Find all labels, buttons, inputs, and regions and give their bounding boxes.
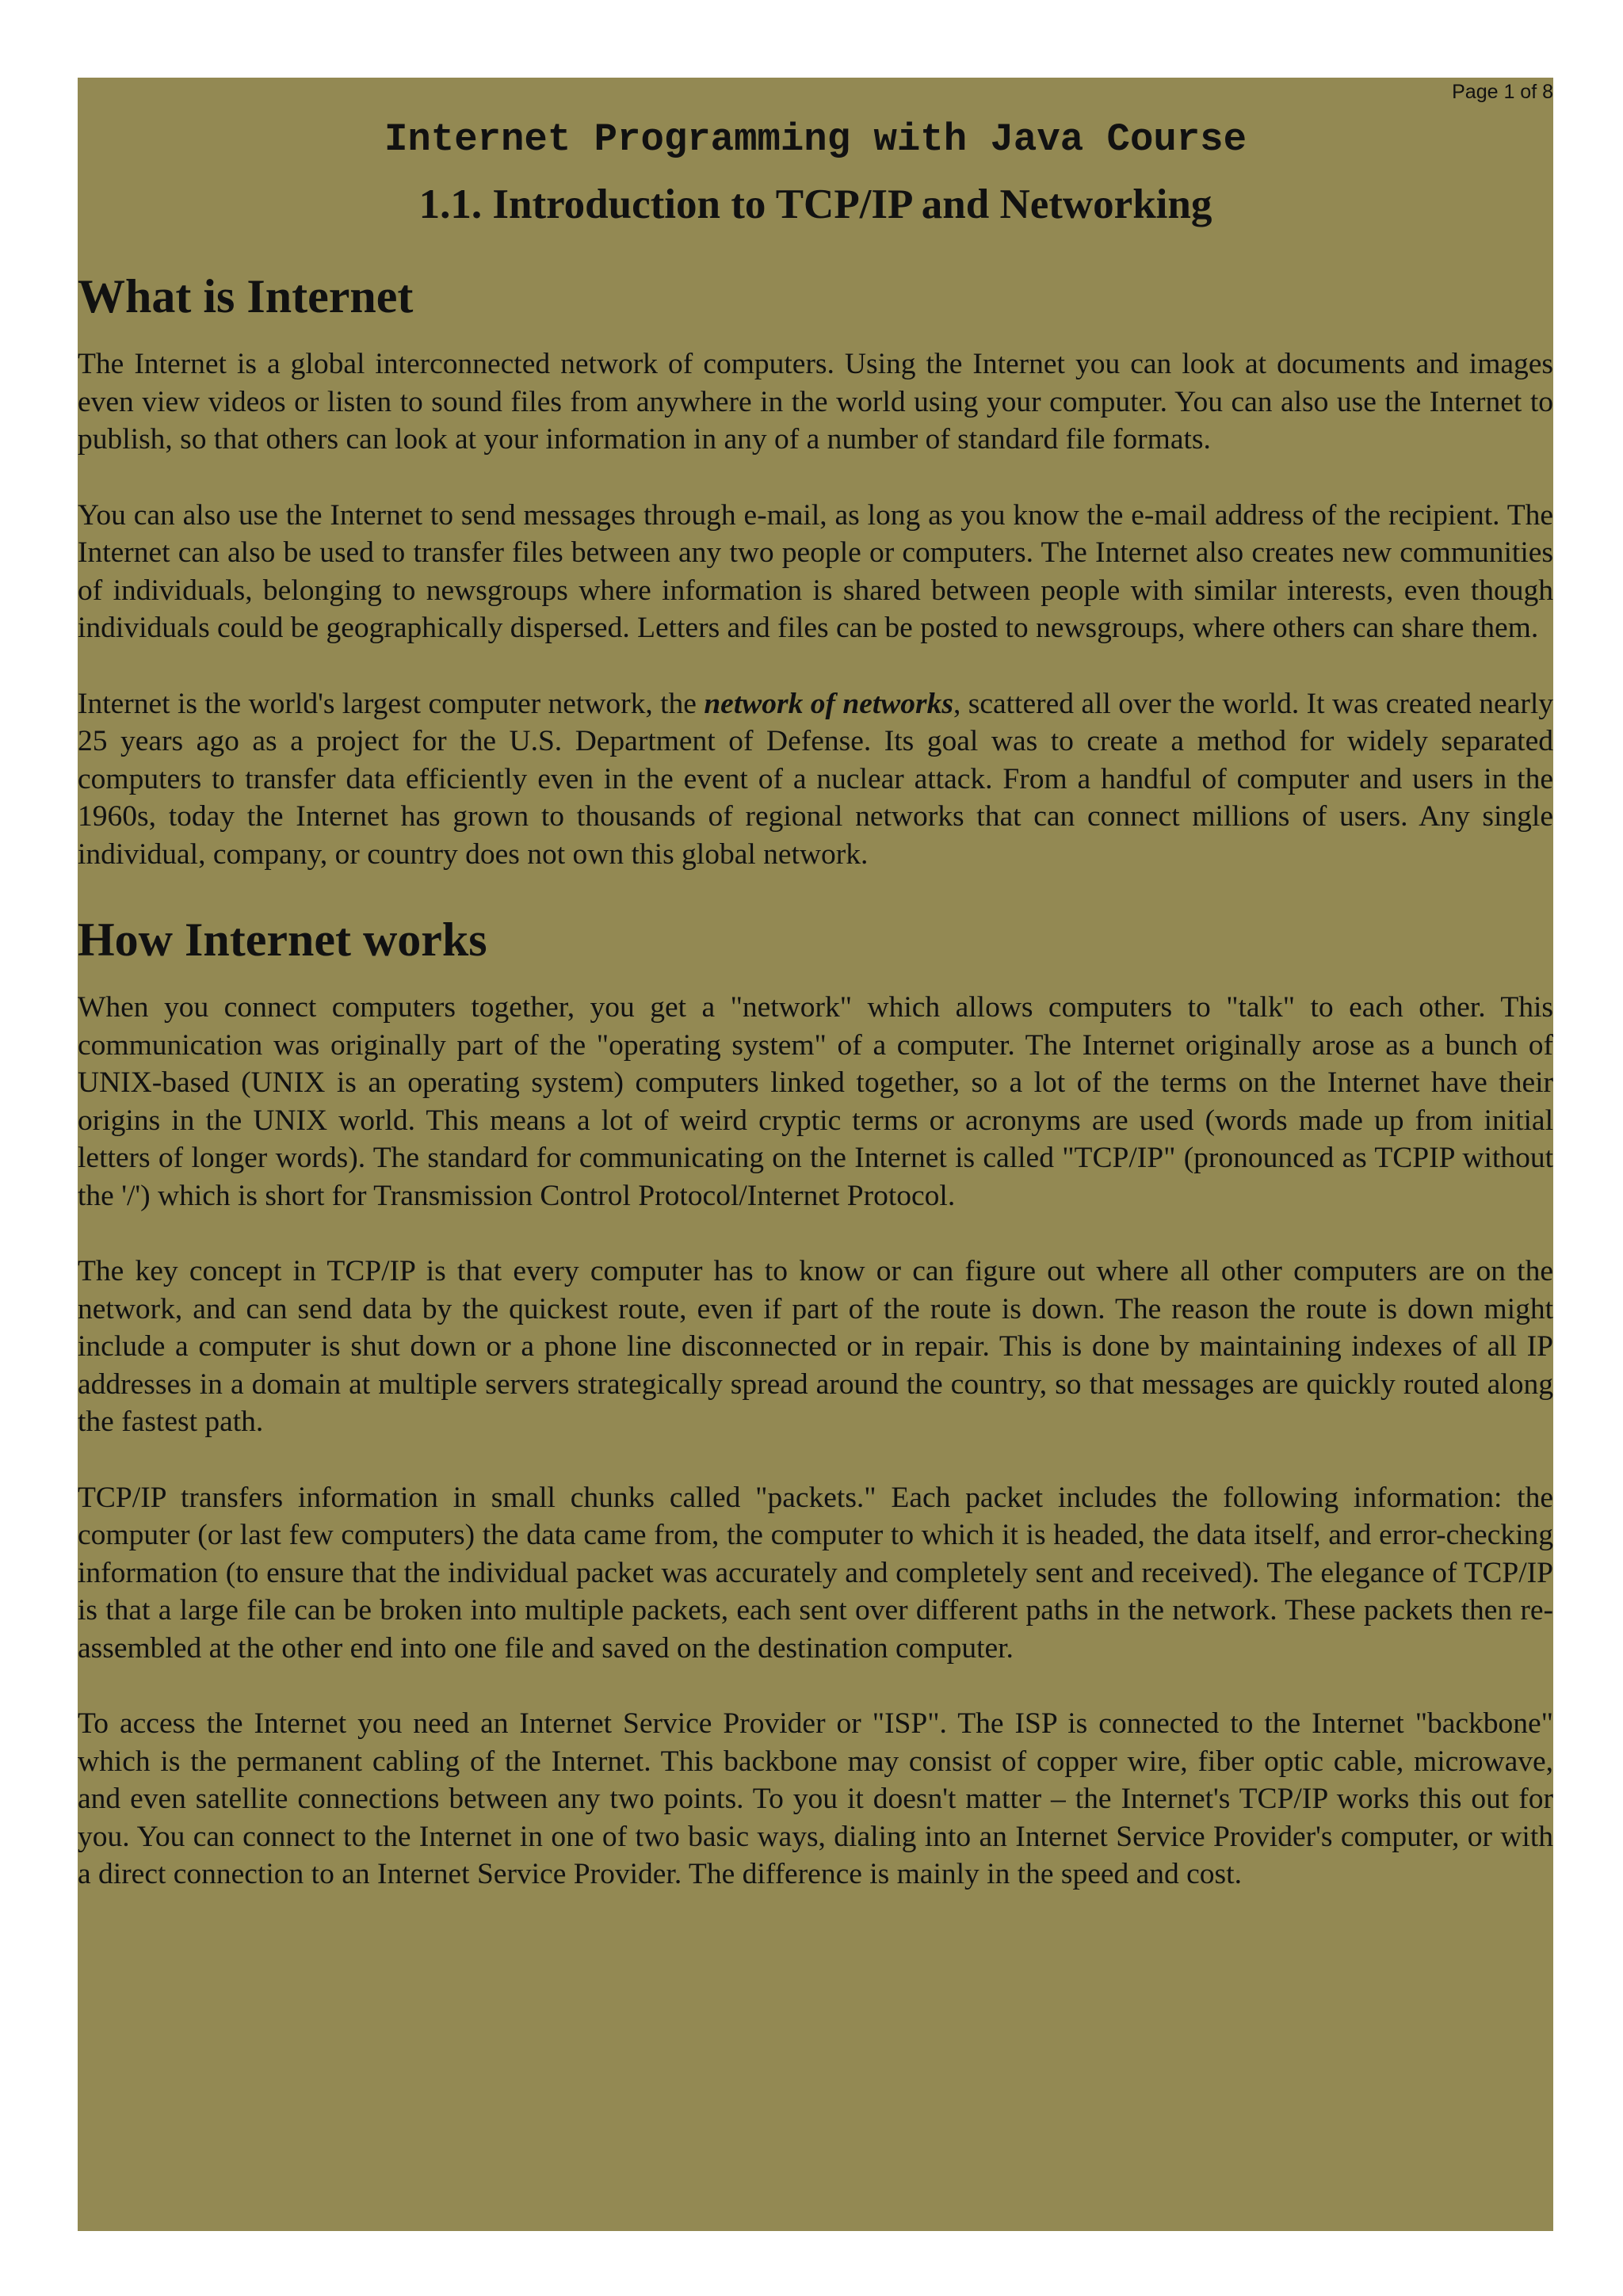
emphasis-text: network of networks	[704, 687, 953, 720]
paragraph	[78, 685, 1553, 874]
paragraph: The key concept in TCP/IP is that every computer has to know or can figure out where all other computers are on the network, and can send data by the quickest route, even if part of the route is down. The reason the route is down might include a computer is shut down or a phone line disconnected or in repair. This is done by maintaining indexes of all IP addresses in a domain at multiple servers strategically spread around the country, so that messages are quickly routed along the fastest path.	[78, 1255, 1553, 1438]
lesson-title: 1.1. Introduction to TCP/IP and Networking	[418, 181, 1212, 227]
section-what-is-internet	[78, 268, 1553, 873]
document-page	[78, 78, 1553, 2231]
section-heading: What is Internet	[78, 270, 414, 322]
page-number: Page 1 of 8	[1452, 81, 1553, 103]
paragraph: You can also use the Internet to send messages through e-mail, as long as you know the e-mail address of the recipient. The Internet can also be used to transfer files between any two people or computers. The Internet also creates new communities of individuals, belonging to newsgroups where information is shared between people with similar interests, even though individuals could be geographically dispersed. Letters and files can be posted to newsgroups, where others can share them.	[78, 498, 1553, 644]
paragraph: When you connect computers together, you get a "network" which allows computers to "talk" to each other. This communication was originally part of the "operating system" of a computer. The Internet originally arose as a bunch of UNIX-based (UNIX is an operating system) computers linked together, so a lot of the terms on the Internet have their origins in the UNIX world. This means a lot of weird cryptic terms or acronyms are used (words made up from initial letters of longer words). The standard for communicating on the Internet is called "TCP/IP" (pronounced as TCPIP without the '/') which is short for Transmission Control Protocol/Internet Protocol.	[78, 991, 1553, 1212]
paragraph-text: Internet is the world's largest computer network, the	[78, 687, 705, 720]
document-body	[78, 268, 1553, 1932]
paragraph: The Internet is a global interconnected network of computers. Using the Internet you can look at documents and images even view videos or listen to sound files from anywhere in the world using your computer. You can also use the Internet to publish, so that others can look at your information in any of a number of standard file formats.	[78, 348, 1553, 456]
course-title: Internet Programming with Java Course	[384, 117, 1247, 162]
paragraph-text: , scattered all over the world. It was created nearly 25 years ago as a project for the U.S. Department of Defense. Its goal was to create a method for widely separated computers to transfer data efficiently even in the event of a nuclear attack. From a handful of computer and users in the 1960s, today the Internet has grown to thousands of regional networks that can connect millions of users. Any single individual, company, or country does not own this global network.	[78, 687, 1553, 871]
section-heading: How Internet works	[78, 913, 487, 966]
paragraph: To access the Internet you need an Internet Service Provider or "ISP". The ISP is connected to the Internet "backbone" which is the permanent cabling of the Internet. This backbone may consist of copper wire, fiber optic cable, microwave, and even satellite connections between any two points. To you it doesn't matter – the Internet's TCP/IP works this out for you. You can connect to the Internet in one of two basic ways, dialing into an Internet Service Provider's computer, or with a direct connection to an Internet Service Provider. The difference is mainly in the speed and cost.	[78, 1707, 1553, 1890]
paragraph: TCP/IP transfers information in small chunks called "packets." Each packet includes the following information: the computer (or last few computers) the data came from, the computer to which it is headed, the data itself, and error-checking information (to ensure that the individual packet was accurately and completely sent and received). The elegance of TCP/IP is that a large file can be broken into multiple packets, each sent over different paths in the network. These packets then re-assembled at the other end into one file and saved on the destination computer.	[78, 1481, 1553, 1665]
section-how-internet-works	[78, 911, 1553, 1894]
